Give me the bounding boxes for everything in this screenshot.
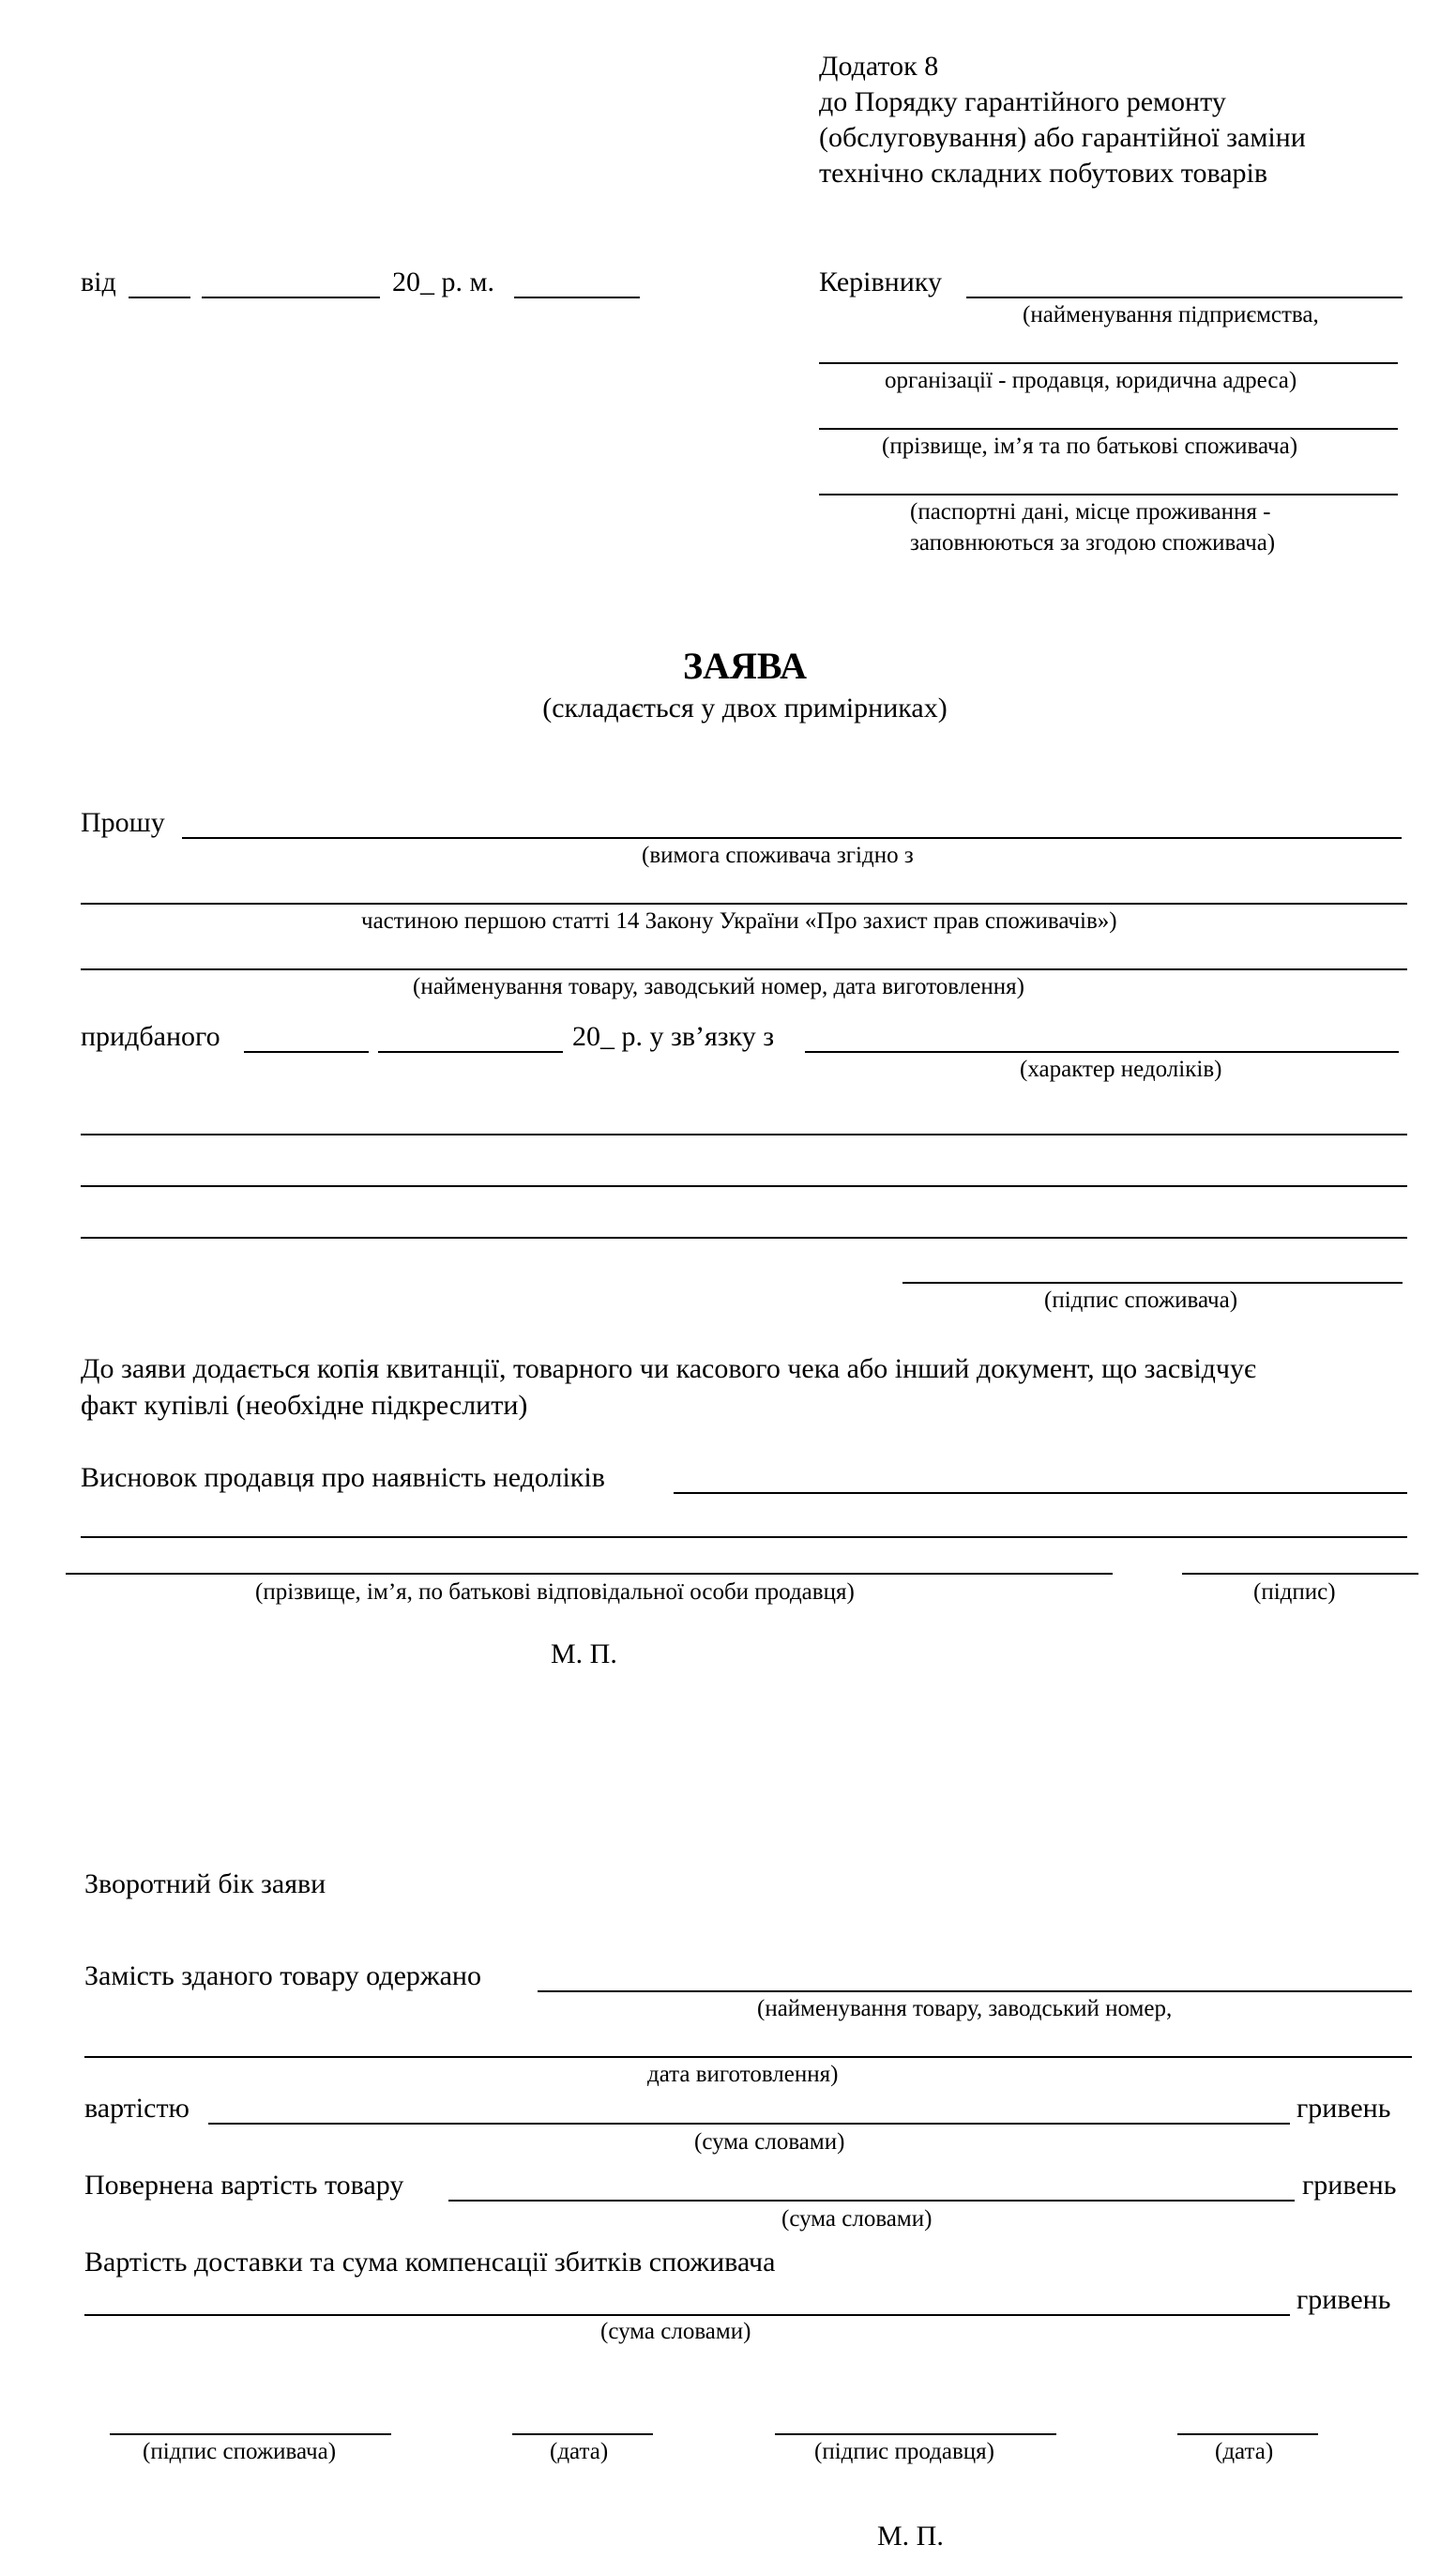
addressee-label: Керівнику xyxy=(819,267,942,297)
received-blank-1[interactable] xyxy=(538,1990,1412,1992)
cost-label: вартістю xyxy=(84,2093,190,2124)
delivery-hint: (сума словами) xyxy=(600,2319,751,2344)
document-title: ЗАЯВА xyxy=(683,645,807,687)
date-caption-1: (дата) xyxy=(550,2439,609,2464)
request-blank-1[interactable] xyxy=(182,837,1402,839)
date-month-blank[interactable] xyxy=(202,297,380,298)
delivery-blank[interactable] xyxy=(84,2314,1290,2316)
defect-blank-3[interactable] xyxy=(81,1185,1407,1187)
request-label: Прошу xyxy=(81,807,165,838)
cost-hint: (сума словами) xyxy=(694,2129,845,2155)
addressee-hint-1: (найменування підприємства, xyxy=(1023,302,1319,328)
appendix-number: Додаток 8 xyxy=(819,51,939,82)
defect-hint: (характер недоліків) xyxy=(1020,1057,1222,1082)
date-caption-2: (дата) xyxy=(1215,2439,1274,2464)
seller-name-blank[interactable] xyxy=(66,1573,1113,1575)
document-subtitle: (складається у двох примірниках) xyxy=(542,693,948,724)
addressee-blank-2[interactable] xyxy=(819,362,1398,364)
delivery-currency: гривень xyxy=(1297,2284,1391,2315)
consumer-signature-hint: (підпис споживача) xyxy=(1044,1288,1238,1313)
purchased-year-label: 20_ р. у зв’язку з xyxy=(572,1021,775,1052)
appendix-line-4: технічно складних побутових товарів xyxy=(819,158,1268,189)
consumer-signature-blank[interactable] xyxy=(902,1282,1403,1284)
appendix-line-3: (обслуговування) або гарантійної заміни xyxy=(819,122,1306,153)
cost-currency: гривень xyxy=(1297,2093,1391,2124)
defect-blank-2[interactable] xyxy=(81,1134,1407,1135)
stamp-placeholder-2: М. П. xyxy=(877,2521,944,2552)
received-label: Замість зданого товару одержано xyxy=(84,1960,481,1991)
defect-blank-4[interactable] xyxy=(81,1237,1407,1239)
request-hint-1: (вимога споживача згідно з xyxy=(642,843,914,868)
addressee-blank-1[interactable] xyxy=(966,297,1403,298)
addressee-hint-4b: заповнюються за згодою споживача) xyxy=(910,530,1276,556)
defect-blank[interactable] xyxy=(805,1051,1399,1053)
seller-signature-blank[interactable] xyxy=(1182,1573,1418,1575)
date-line-2[interactable] xyxy=(1177,2433,1318,2435)
conclusion-blank-1[interactable] xyxy=(674,1492,1407,1494)
cost-blank[interactable] xyxy=(208,2123,1290,2125)
appendix-line-2: до Порядку гарантійного ремонту xyxy=(819,86,1226,117)
consumer-signature-caption: (підпис споживача) xyxy=(143,2439,337,2464)
received-hint-1: (найменування товару, заводський номер, xyxy=(757,1996,1173,2021)
received-hint-2: дата виготовлення) xyxy=(647,2062,839,2087)
delivery-label: Вартість доставки та сума компенсації збитків споживача xyxy=(84,2247,776,2278)
seller-signature-caption: (підпис продавця) xyxy=(814,2439,994,2464)
returned-blank[interactable] xyxy=(448,2200,1295,2202)
date-city-blank[interactable] xyxy=(514,297,640,298)
seller-signature-line[interactable] xyxy=(775,2433,1056,2435)
request-blank-3[interactable] xyxy=(81,968,1407,970)
date-year-label: 20_ р. м. xyxy=(392,267,494,297)
reverse-side-heading: Зворотний бік заяви xyxy=(84,1868,326,1899)
stamp-placeholder-1: М. П. xyxy=(551,1638,617,1669)
attachment-note-line-1: До заяви додається копія квитанції, товарного чи касового чека або інший документ, що засвідчує xyxy=(81,1353,1256,1384)
attachment-note-line-2: факт купівлі (необхідне підкреслити) xyxy=(81,1390,528,1421)
purchased-day-blank[interactable] xyxy=(244,1051,369,1053)
request-blank-2[interactable] xyxy=(81,903,1407,905)
purchased-month-blank[interactable] xyxy=(378,1051,563,1053)
received-blank-2[interactable] xyxy=(84,2056,1412,2058)
consumer-signature-line[interactable] xyxy=(110,2433,391,2435)
request-hint-3: (найменування товару, заводський номер, дата виготовлення) xyxy=(413,974,1024,999)
date-from-label: від xyxy=(81,267,116,297)
addressee-blank-4[interactable] xyxy=(819,494,1398,495)
request-hint-2: частиною першою статті 14 Закону України «Про захист прав споживачів») xyxy=(361,908,1117,934)
conclusion-blank-2[interactable] xyxy=(81,1536,1407,1538)
returned-currency: гривень xyxy=(1302,2170,1397,2201)
conclusion-label: Висновок продавця про наявність недоліків xyxy=(81,1462,605,1493)
purchased-label: придбаного xyxy=(81,1021,220,1052)
date-line-1[interactable] xyxy=(512,2433,653,2435)
addressee-hint-4a: (паспортні дані, місце проживання - xyxy=(910,499,1271,525)
date-day-blank[interactable] xyxy=(129,297,190,298)
addressee-hint-3: (прізвище, ім’я та по батькові споживача) xyxy=(882,434,1298,459)
addressee-hint-2: організації - продавця, юридична адреса) xyxy=(885,368,1297,393)
seller-name-hint: (прізвище, ім’я, по батькові відповідальної особи продавця) xyxy=(255,1579,855,1605)
seller-signature-hint: (підпис) xyxy=(1253,1579,1336,1605)
addressee-blank-3[interactable] xyxy=(819,428,1398,430)
returned-label: Повернена вартість товару xyxy=(84,2170,404,2201)
returned-hint: (сума словами) xyxy=(781,2206,933,2232)
